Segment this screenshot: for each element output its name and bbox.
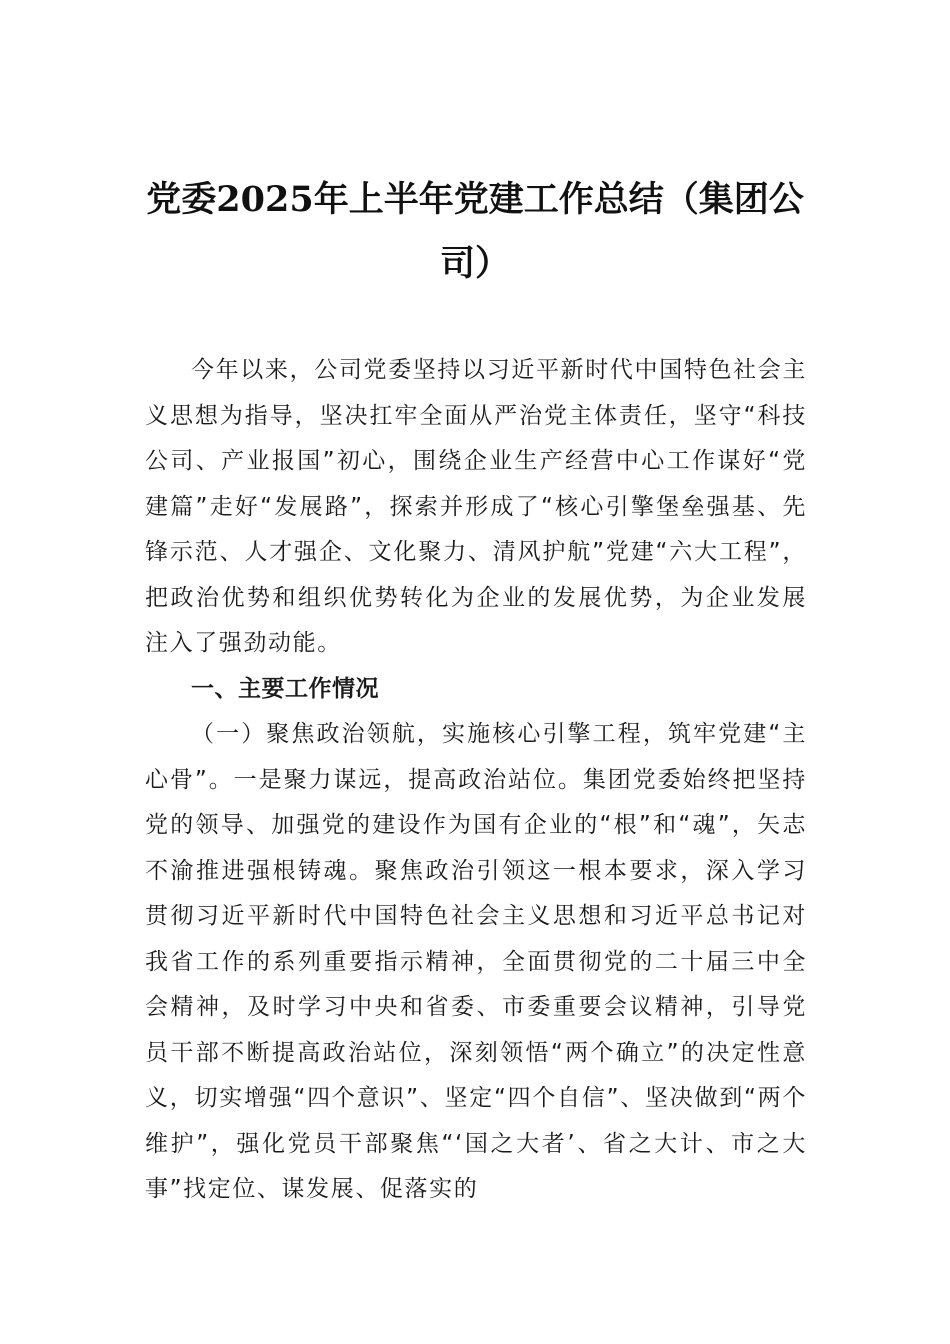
document-body — [145, 348, 807, 1213]
section-heading: 一、主要工作情况 — [191, 675, 379, 702]
document-title: 党委2025年上半年党建工作总结（集团公司） — [146, 179, 804, 284]
section-paragraph: （一）聚焦政治领航，实施核心引擎工程，筑牢党建“主心骨”。一是聚力谋远，提高政治站位。集团党委始终把坚持党的领导、加强党的建设作为国有企业的“根”和“魂”，矢志不渝推进强根铸魂。聚焦政治引领这一根本要求，深入学习贯彻习近平新时代中国特色社会主义思想和习近平总书记对我省工作的系列重要指示精神，全面贯彻党的二十届三中全会精神，及时学习中央和省委、市委重要会议精神，引导党员干部不断提高政治站位，深刻领悟“两个确立”的决定性意义，切实增强“四个意识”、坚定“四个自信”、坚决做到“两个维护”，强化党员干部聚焦“‘国之大者’、省之大计、市之大事”找定位、谋发展、促落实的 — [145, 721, 807, 1202]
intro-paragraph: 今年以来，公司党委坚持以习近平新时代中国特色社会主义思想为指导，坚决扛牢全面从严治党主体责任，坚守“科技公司、产业报国”初心，围绕企业生产经营中心工作谋好“党建篇”走好“发展路”，探索并形成了“核心引擎堡垒强基、先锋示范、人才强企、文化聚力、清风护航”党建“六大工程”，把政治优势和组织优势转化为企业的发展优势，为企业发展注入了强劲动能。 — [145, 357, 807, 656]
